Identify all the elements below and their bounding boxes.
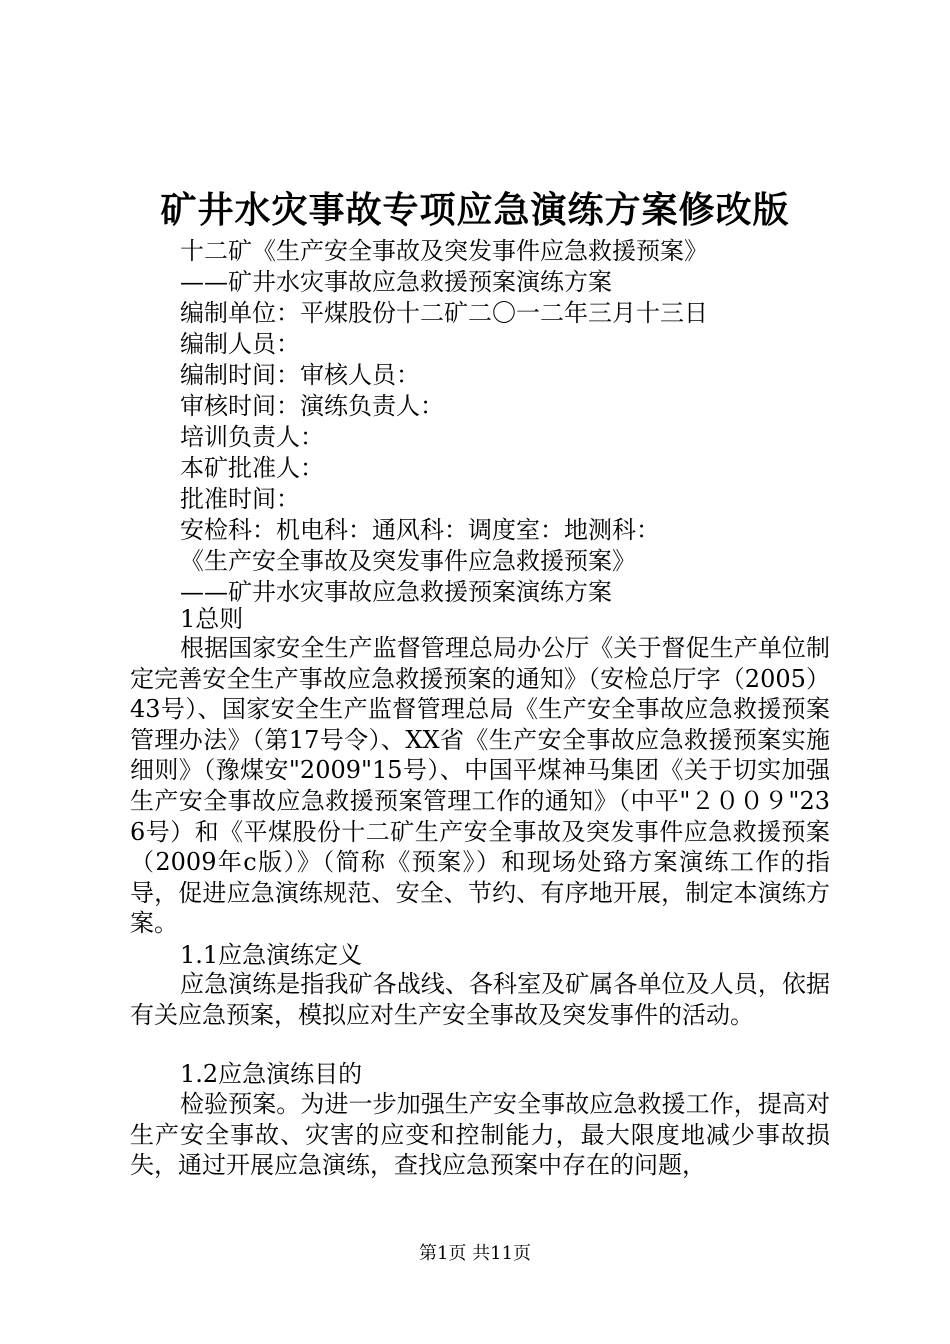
header-line-compilers: 编制人员：	[180, 330, 300, 358]
section-body-purpose: 检验预案。为进一步加强生产安全事故应急救援工作，提高对生产安全事故、灾害的应变和控制能力，最大限度地减少事故损失，通过开展应急演练，查找应急预案中存在的问题，	[130, 1090, 830, 1180]
document-title: 矿井水灾事故专项应急演练方案修改版	[160, 189, 790, 231]
section-heading-definition: 1.1应急演练定义	[180, 941, 363, 969]
section-heading-purpose: 1.2应急演练目的	[180, 1060, 363, 1088]
header-line-review-time: 审核时间：演练负责人：	[180, 392, 444, 420]
header-line-approver: 本矿批准人：	[180, 454, 324, 482]
header-line-subtitle-2: ——矿井水灾事故应急救援预案演练方案	[180, 578, 612, 606]
section-body-general: 根据国家安全生产监督管理总局办公厅《关于督促生产单位制定完善安全生产事故应急救援预案的通知》（安检总厅字（2005）43号）、国家安全生产监督管理总局《生产安全事故应急救援预案管理办法》（第17号令）、XX省《生产安全事故应急救援预案实施细则》（豫煤安"2009"15号）、中国平煤神马集团《关于切实加强生产安全事故应急救援预案管理工作的通知》（中平"２００９"236号）和《平煤股份十二矿生产安全事故及突发事件应急救援预案（2009年c版）》（简称《预案》）和现场处臵方案演练工作的指导，促进应急演练规范、安全、节约、有序地开展，制定本演练方案。	[130, 634, 830, 938]
header-line-training-lead: 培训负责人：	[180, 423, 324, 451]
header-line-subtitle: ——矿井水灾事故应急救援预案演练方案	[180, 268, 612, 296]
section-heading-general: 1总则	[180, 605, 244, 633]
page-number: 第1页 共11页	[418, 1243, 532, 1264]
header-line-plan-name-2: 《生产安全事故及突发事件应急救援预案》	[180, 547, 636, 575]
header-line-approval-time: 批准时间：	[180, 485, 300, 513]
header-line-compile-time: 编制时间：审核人员：	[180, 361, 420, 389]
section-body-definition: 应急演练是指我矿各战线、各科室及矿属各单位及人员，依据有关应急预案，模拟应对生产安全事故及突发事件的活动。	[130, 970, 830, 1029]
header-line-plan-name: 十二矿《生产安全事故及突发事件应急救援预案》	[180, 237, 708, 265]
header-line-departments: 安检科：机电科：通风科：调度室：地测科：	[180, 516, 660, 544]
header-line-compiling-unit: 编制单位：平煤股份十二矿二〇一二年三月十三日	[180, 299, 708, 327]
